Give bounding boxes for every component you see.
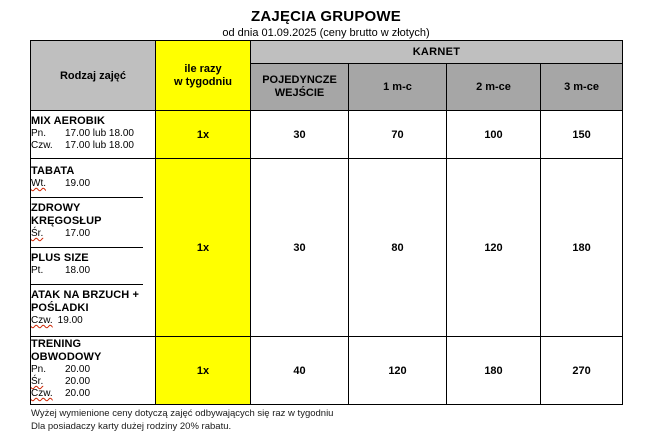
schedule-day: Śr. [31, 376, 44, 387]
cell-price-month-1: 80 [349, 159, 447, 337]
schedule-day: Śr. [31, 228, 44, 239]
header-cell-kind: Rodzaj zajęć [31, 41, 156, 111]
class-name: MIX AEROBIK [31, 114, 106, 127]
header-single-entry-line2: WEJŚCIE [274, 87, 325, 99]
class-schedule-line [31, 388, 155, 400]
class-group [31, 338, 155, 403]
cell-price-single-entry: 30 [251, 111, 349, 159]
page-subtitle: od dnia 01.09.2025 (ceny brutto w złotych) [222, 27, 430, 39]
schedule-time: 18.00 [65, 265, 91, 276]
footer-notes [31, 407, 611, 433]
class-schedule-line [31, 315, 143, 327]
table-body [31, 111, 623, 405]
cell-price-month-1: 120 [349, 337, 447, 405]
page-title: ZAJĘCIA GRUPOWE [251, 8, 401, 25]
class-name: ATAK NA BRZUCH + [31, 289, 140, 301]
cell-price-month-3: 270 [541, 337, 623, 405]
schedule-time: 19.00 [65, 178, 91, 189]
class-schedule-line [31, 265, 143, 277]
cell-class-kind [31, 159, 156, 337]
header-cell-times-per-week [156, 41, 251, 111]
cell-price-month-2: 100 [447, 111, 541, 159]
header-times-line1: ile razy [184, 62, 222, 75]
schedule-time: 17.00 lub 18.00 [65, 139, 134, 151]
table-header [31, 41, 623, 111]
class-name: TABATA [31, 165, 75, 177]
schedule-day: Pt. [31, 265, 44, 276]
class-group [31, 284, 143, 330]
header-cell-month-3: 3 m-ce [541, 64, 623, 111]
table-row [31, 159, 623, 337]
price-table-wrapper [30, 40, 622, 405]
class-name: PLUS SIZE [31, 252, 89, 264]
header-times-line2: w tygodniu [173, 75, 233, 88]
table-row [31, 337, 623, 405]
cell-price-month-3: 150 [541, 111, 623, 159]
class-name: ZDROWY [31, 202, 81, 214]
cell-times-per-week: 1x [156, 337, 251, 405]
cell-class-kind [31, 111, 156, 159]
footer-note-2: Dla posiadaczy karty dużej rodziny 20% rabatu. [31, 421, 232, 432]
schedule-day: Czw. [31, 315, 53, 326]
schedule-time: 19.00 [57, 315, 83, 326]
header-single-entry-line1: POJEDYNCZE [262, 74, 337, 86]
class-name: POŚLADKI [31, 302, 89, 314]
class-schedule-line [31, 376, 155, 388]
cell-price-single-entry: 40 [251, 337, 349, 405]
title-block [0, 0, 652, 40]
header-row-karnet [31, 41, 623, 64]
schedule-day: Wt. [31, 178, 46, 189]
schedule-time: 17.00 [65, 228, 91, 239]
cell-times-per-week: 1x [156, 111, 251, 159]
header-cell-single-entry [251, 64, 349, 111]
class-schedule-line [31, 140, 155, 152]
class-name: KRĘGOSŁUP [31, 215, 102, 227]
cell-price-month-1: 70 [349, 111, 447, 159]
class-schedule-line [31, 128, 155, 140]
class-schedule-line [31, 364, 155, 376]
class-group [31, 197, 143, 243]
header-cell-karnet: KARNET [251, 41, 623, 64]
class-group [31, 165, 155, 193]
class-schedule-line [31, 178, 155, 190]
cell-price-month-2: 120 [447, 159, 541, 337]
price-table [30, 40, 623, 405]
table-row [31, 111, 623, 159]
cell-times-per-week: 1x [156, 159, 251, 337]
cell-class-kind [31, 337, 156, 405]
cell-price-single-entry: 30 [251, 159, 349, 337]
class-name: TRENING [31, 338, 82, 350]
schedule-time: 17.00 lub 18.00 [65, 127, 134, 139]
schedule-time: 20.00 [65, 364, 91, 375]
schedule-time: 20.00 [65, 376, 91, 387]
cell-price-month-2: 180 [447, 337, 541, 405]
schedule-day: Pn. [31, 127, 47, 139]
schedule-time: 20.00 [65, 388, 91, 399]
cell-price-month-3: 180 [541, 159, 623, 337]
schedule-day: Czw. [31, 388, 53, 399]
class-name: OBWODOWY [31, 351, 102, 363]
class-group [31, 247, 143, 280]
schedule-day: Pn. [31, 364, 47, 375]
header-cell-month-1: 1 m-c [349, 64, 447, 111]
class-schedule-line [31, 228, 143, 240]
class-group [31, 115, 155, 155]
footer-note-1: Wyżej wymienione ceny dotyczą zajęć odbywających się raz w tygodniu [31, 408, 334, 419]
header-cell-month-2: 2 m-ce [447, 64, 541, 111]
schedule-day: Czw. [31, 139, 53, 151]
